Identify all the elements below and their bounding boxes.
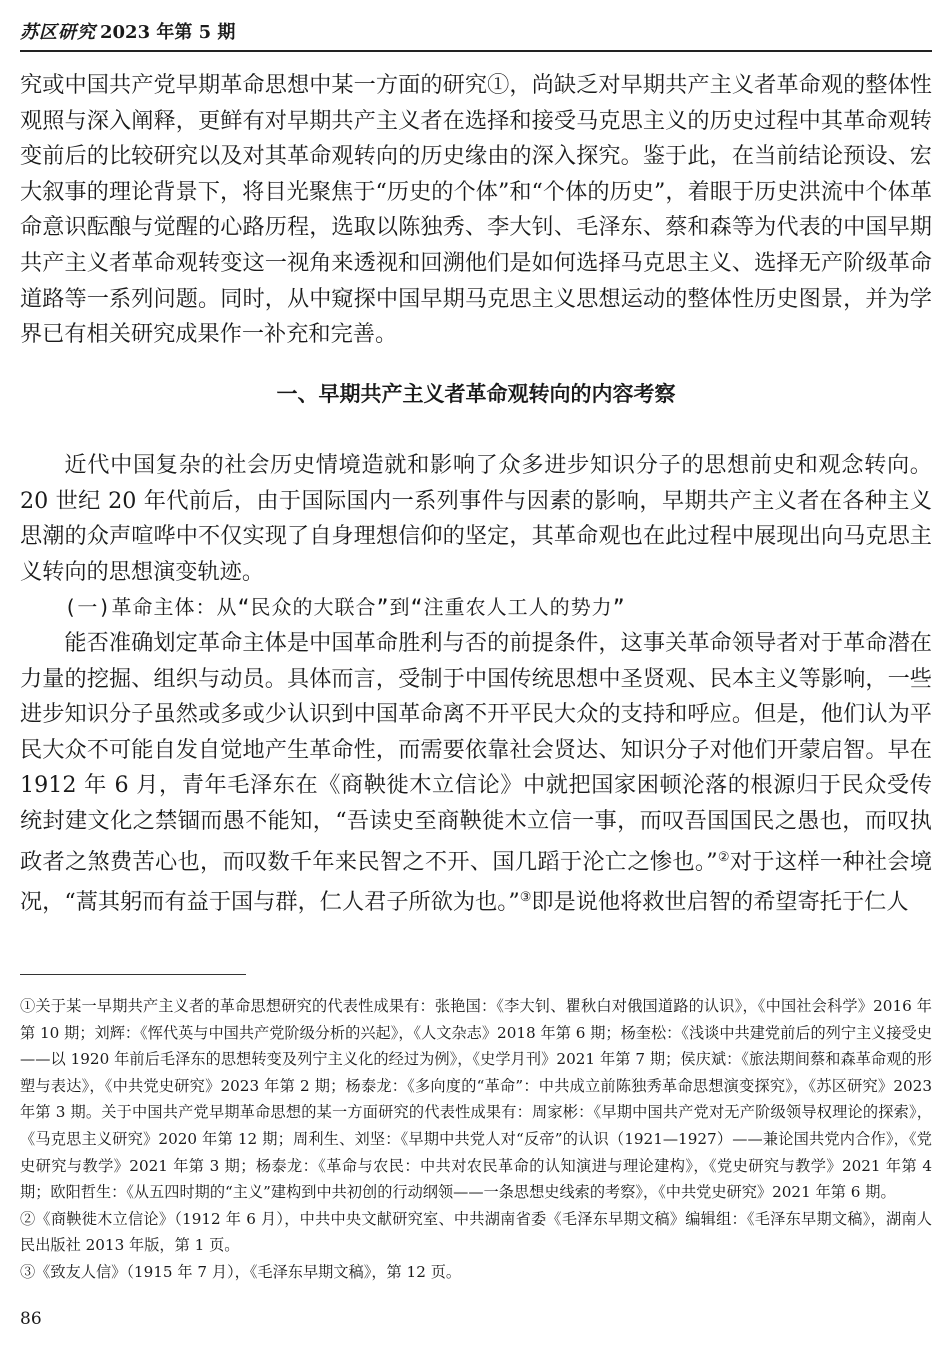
footnote-ref-3[interactable]: ③ (519, 890, 532, 906)
page-number: 86 (20, 1309, 42, 1329)
running-header (20, 18, 235, 44)
issue-label: 2023 年第 5 期 (100, 22, 236, 43)
footnote-separator (20, 974, 246, 975)
paragraph-part-b: 对于这样一种社会境况，“蒿其躬而有益于国与群，仁人君子所欲为也。” (20, 848, 933, 916)
journal-logo: 苏区研究 (20, 22, 96, 43)
subheading-text: (一)革命主体：从“民众的大联合”到“注重农人工人的势力” (64, 595, 626, 620)
footnote-1: ①关于某一早期共产主义者的革命思想研究的代表性成果有：张艳国：《李大钊、瞿秋白对俄国道路的认识》，《中国社会科学》2016 年第 10 期；刘辉：《恽代英与中国共产党阶级分析的兴起》，《人文杂志》2018 年第 6 期；杨奎松：《浅谈中共建党前后的列宁主义接受史——以 1920 年前后毛泽东的思想转变及列宁主义化的经过为例》，《史学月刊》2021 年第 7 期；侯庆斌：《旅法期间蔡和森革命观的形塑与表达》，《中共党史研究》2023 年第 2 期；杨泰龙：《多向度的“革命”：中共成立前陈独秀革命思想演变探究》，《苏区研究》2023 年第 3 期。关于中国共产党早期革命思想的某一方面研究的代表性成果有：周家彬：《早期中国共产党对无产阶级领导权理论的探索》，《马克思主义研究》2020 年第 12 期；周利生、刘坚：《早期中共党人对“反帝”的认识（1921—1927）——兼论国共党内合作》，《党史研究与教学》2021 年第 3 期；杨泰龙：《革命与农民：中共对农民革命的认知演进与理论建构》，《党史研究与教学》2021 年第 4 期；欧阳哲生：《从五四时期的“主义”建构到中共初创的行动纲领——一条思想史线索的考察》，《中共党史研究》2021 年第 6 期。 (20, 997, 932, 1202)
footnotes (20, 993, 932, 1286)
paragraph-part-a: 能否准确划定革命主体是中国革命胜利与否的前提条件，这事关革命领导者对于革命潜在力量的挖掘、组织与动员。具体而言，受制于中国传统思想中圣贤观、民本主义等影响，一些进步知识分子虽然或多或少认识到中国革命离不开平民大众的支持和呼应。但是，他们认为平民大众不可能自发自觉地产生革命性，而需要依靠社会贤达、知识分子对他们开蒙启智。早在 1912 年 6 月，青年毛泽东在《商鞅徙木立信论》中就把国家困顿沦落的根源归于民众受传统封建文化之禁锢而愚不能知，“吾读史至商鞅徙木立信一事，而叹吾国国民之愚也，而叹执政者之煞费苦心也，而叹数千年来民智之不开、国几蹈于沦亡之惨也。” (20, 629, 932, 875)
section-title: 一、早期共产主义者革命观转向的内容考察 (276, 382, 676, 406)
footnote-2: ②《商鞅徙木立信论》（1912 年 6 月），中共中央文献研究室、中共湖南省委《毛泽东早期文稿》编辑组：《毛泽东早期文稿》，湖南人民出版社 2013 年版，第 1 页。 (20, 1209, 932, 1255)
subheading (20, 590, 932, 626)
footnote-3: ③《致友人信》（1915 年 7 月），《毛泽东早期文稿》，第 12 页。 (20, 1262, 462, 1281)
intro-paragraph (20, 68, 932, 353)
paragraph-context: 近代中国复杂的社会历史情境造就和影响了众多进步知识分子的思想前史和观念转向。20 世纪 20 年代前后，由于国际国内一系列事件与因素的影响，早期共产主义者在各种主义思潮的众声喧哗中不仅实现了自身理想信仰的坚定，其革命观也在此过程中展现出向马克思主义转向的思想演变轨迹。 (20, 452, 932, 585)
footnote-ref-2[interactable]: ② (717, 849, 730, 865)
paragraph-revolution-subject (20, 626, 932, 921)
paragraph-part-c: 即是说他将救世启智的希望寄托于仁人 (531, 889, 909, 916)
header-rule (20, 50, 932, 52)
section-body (20, 448, 932, 921)
paragraph-text: 究或中国共产党早期革命思想中某一方面的研究①，尚缺乏对早期共产主义者革命观的整体性观照与深入阐释，更鲜有对早期共产主义者在选择和接受马克思主义的历史过程中其革命观转变前后的比较研究以及对其革命观转向的历史缘由的深入探究。鉴于此，在当前结论预设、宏大叙事的理论背景下，将目光聚焦于“历史的个体”和“个体的历史”，着眼于历史洪流中个体革命意识酝酿与觉醒的心路历程，选取以陈独秀、李大钊、毛泽东、蔡和森等为代表的中国早期共产主义者革命观转变这一视角来透视和回溯他们是如何选择马克思主义、选择无产阶级革命道路等一系列问题。同时，从中窥探中国早期马克思主义思想运动的整体性历史图景，并为学界已有相关研究成果作一补充和完善。 (20, 72, 932, 348)
